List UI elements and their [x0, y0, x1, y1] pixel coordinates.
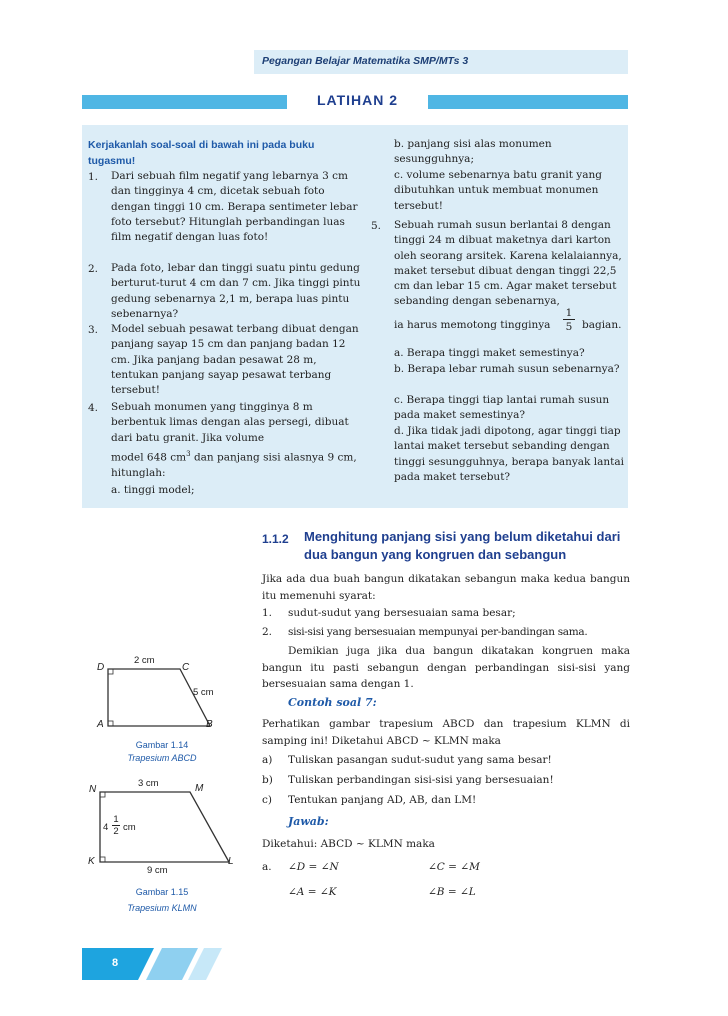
example-a: Tuliskan pasangan sudut-sudut yang sama besar! — [288, 754, 552, 766]
example-c-label: c) — [262, 794, 272, 806]
vertex-k: K — [88, 856, 95, 867]
answer-given: Diketahui: ABCD ~ KLMN maka — [262, 838, 435, 850]
vertex-n: N — [89, 784, 97, 795]
equation-c-m: ∠C = ∠M — [428, 861, 480, 873]
side-cb-length: 5 cm — [193, 687, 214, 698]
example-b: Tuliskan perbandingan sisi-sisi yang bersesuaian! — [288, 774, 554, 786]
exercise-intro: Kerjakanlah soal-soal di bawah ini pada buku tugasmu! — [88, 139, 315, 167]
section-paragraph-2: Demikian juga jika dua bangun dikatakan kongruen maka bangun itu pasti sebangun dengan perbandingan sisi-sisi yang bersesuaian sama dengan 1. — [262, 645, 630, 690]
question-5-fraction-text: ia harus memotong tingginya — [394, 319, 551, 331]
answer-a-label: a. — [262, 861, 272, 873]
side-nk-whole: 4 — [103, 822, 109, 833]
q3-number: 3. — [88, 324, 99, 336]
side-nk-numerator: 1 — [113, 814, 119, 825]
list-2-number: 2. — [262, 626, 273, 638]
vertex-d: D — [97, 662, 105, 673]
section-number: 1.1.2 — [262, 532, 289, 546]
fraction-numerator: 1 — [563, 307, 575, 320]
example-c: Tentukan panjang AD, AB, dan LM! — [288, 794, 477, 806]
list-1-number: 1. — [262, 607, 273, 619]
page-number: 8 — [112, 957, 119, 969]
question-4a: a. tinggi model; — [111, 484, 195, 496]
question-2: Pada foto, lebar dan tinggi suatu pintu gedung berturut-turut 4 cm dan 7 cm. Jika tinggi pintu gedung sebenarnya 2,1 m, berapa luas pintu sebenarnya? — [111, 262, 361, 320]
question-3: Model sebuah pesawat terbang dibuat dengan panjang sayap 15 cm dan panjang badan 12 cm. Jika panjang badan pesawat 28 m, tentukan panjang sayap pesawat terbang tersebut! — [111, 323, 359, 397]
question-5b: b. Berapa lebar rumah susun sebenarnya? — [394, 363, 620, 375]
side-nk-unit: cm — [123, 822, 136, 833]
list-item-1: sudut-sudut yang bersesuaian sama besar; — [288, 607, 516, 619]
exercise-title: LATIHAN 2 — [316, 92, 399, 108]
section-paragraph-1: Jika ada dua buah bangun dikatakan sebangun maka kedua bangun itu memenuhi syarat: — [262, 573, 630, 602]
side-nm-length: 3 cm — [138, 778, 159, 789]
question-5d: d. Jika tidak jadi dipotong, agar tinggi tiap lantai maket tersebut sebanding dengan tinggi sesungguhnya, berapa banyak lantai pada maket tersebut? — [394, 425, 624, 483]
question-4-model: model 648 $cm^3$ dan panjang sisi alasnya 9 cm, hitunglah: — [111, 450, 357, 479]
q2-number: 2. — [88, 263, 99, 275]
question-5-fraction-post: bagian. — [582, 319, 622, 331]
header-title: Pegangan Belajar Matematika SMP/MTs 3 — [262, 55, 469, 67]
vertex-b: B — [206, 719, 213, 730]
figure-1-subcaption: Trapesium ABCD — [127, 753, 197, 763]
figure-2-caption: Gambar 1.15 — [135, 887, 189, 897]
question-5a: a. Berapa tinggi maket semestinya? — [394, 347, 585, 359]
equation-d-n: ∠D = ∠N — [288, 861, 339, 873]
equation-a-k: ∠A = ∠K — [288, 886, 337, 898]
example-b-label: b) — [262, 774, 273, 786]
example-paragraph: Perhatikan gambar trapesium ABCD dan trapesium KLMN di samping ini! Diketahui ABCD ~ KLMN maka — [262, 718, 630, 747]
answer-heading: Jawab: — [288, 815, 329, 828]
vertex-m: M — [195, 783, 204, 794]
question-4: Sebuah monumen yang tingginya 8 m berbentuk limas dengan alas persegi, dibuat dari batu granit. Jika volume — [111, 401, 349, 444]
question-5c: c. Berapa tinggi tiap lantai rumah susun pada maket semestinya? — [394, 394, 610, 422]
example-heading: Contoh soal 7: — [288, 696, 377, 709]
section-title: Menghitung panjang sisi yang belum diketahui dari dua bangun yang kongruen dan sebangun — [304, 529, 621, 562]
figure-2-subcaption: Trapesium KLMN — [127, 903, 197, 913]
question-4c: c. volume sebenarnya batu granit yang dibutuhkan untuk membuat monumen tersebut! — [394, 169, 602, 212]
fraction-denominator: 5 — [565, 321, 573, 333]
figure-1-caption: Gambar 1.14 — [135, 740, 189, 750]
question-4b: b. panjang sisi alas monumen sesungguhnya; — [394, 138, 552, 166]
q5-number: 5. — [371, 220, 382, 232]
vertex-l: L — [228, 856, 234, 867]
vertex-a: A — [97, 719, 104, 730]
equation-b-l: ∠B = ∠L — [428, 886, 476, 898]
page-number-tab — [82, 948, 242, 980]
list-item-2: sisi-sisi yang bersesuaian mempunyai per-bandingan sama. — [288, 626, 588, 638]
side-dc-length: 2 cm — [134, 655, 155, 666]
question-5: Sebuah rumah susun berlantai 8 dengan tinggi 24 m dibuat maketnya dari karton oleh seorang arsitek. Karena kelalaiannya, maket tersebut dibuat dengan tinggi 22,5 cm dan lebar 15 cm. Agar maket tersebut sebanding dengan sebenarnya, — [394, 219, 622, 308]
q1-number: 1. — [88, 171, 99, 183]
example-a-label: a) — [262, 754, 273, 766]
q4-number: 4. — [88, 402, 99, 414]
side-kl-length: 9 cm — [147, 865, 168, 876]
vertex-c: C — [182, 662, 190, 673]
question-1: Dari sebuah film negatif yang lebarnya 3 cm dan tingginya 4 cm, dicetak sebuah foto dengan tinggi 10 cm. Berapa sentimeter lebar foto tersebut? Hitunglah perbandingan luas film negatif dengan luas foto! — [111, 170, 358, 244]
side-nk-denominator: 2 — [113, 826, 119, 837]
